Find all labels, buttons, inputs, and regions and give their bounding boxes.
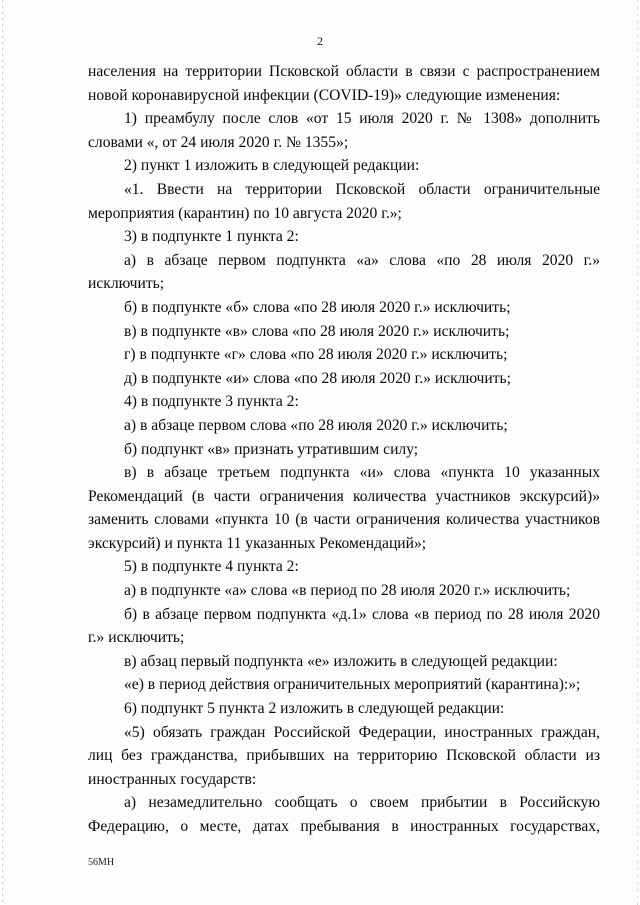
scan-edge-right (637, 0, 638, 905)
paragraph: а) в абзаце первом слова «по 28 июля 2020 г.» исключить; (124, 416, 508, 434)
document-body (88, 60, 600, 839)
paragraph: 5) в подпункте 4 пункта 2: (124, 558, 299, 576)
paragraph: в) в подпункте «в» слова «по 28 июля 2020 г.» исключить; (124, 322, 510, 340)
paragraph: г) в подпункте «г» слова «по 28 июля 2020 г.» исключить; (124, 346, 508, 364)
paragraph: 2) пункт 1 изложить в следующей редакции: (124, 157, 420, 175)
paragraph: 6) подпункт 5 пункта 2 изложить в следующей редакции: (124, 700, 505, 718)
paragraph: «5) обязать граждан Российской Федерации, иностранных граждан, лиц без гражданства, прибывших на территорию Псковской области из иностранных государств: (88, 723, 600, 788)
paragraph: в) абзац первый подпункта «е» изложить в следующей редакции: (124, 652, 558, 670)
paragraph: «1. Ввести на территории Псковской области ограничительные мероприятия (карантин) по 10 августа 2020 г.»; (88, 180, 600, 222)
paragraph: б) в подпункте «б» слова «по 28 июля 2020 г.» исключить; (124, 298, 511, 316)
page-number: 2 (317, 34, 323, 48)
paragraph: 4) в подпункте 3 пункта 2: (124, 393, 299, 411)
footer-document-code: 56МН (88, 857, 115, 868)
paragraph: б) подпункт «в» признать утратившим силу; (124, 440, 419, 458)
scan-edge-left (2, 0, 3, 905)
paragraph: а) незамедлительно сообщать о своем прибытии в Российскую Федерацию, о месте, датах пребывания в иностранных государствах, (88, 794, 600, 835)
paragraph: в) в абзаце третьем подпункта «и» слова «пункта 10 указанных Рекомендаций (в части ограничения количества участников экскурсий)» заменить словами «пункта 10 (в части ограничения количества участников экскурсий) и пункта 11 указанных Рекомендаций»; (88, 464, 600, 552)
paragraph: 3) в подпункте 1 пункта 2: (124, 228, 299, 246)
paragraph: б) в абзаце первом подпункта «д.1» слова «в период по 28 июля 2020 г.» исключить; (88, 605, 600, 647)
paragraph: населения на территории Псковской области в связи с распространением новой коронавирусной инфекции (COVID-19)» следующие изменения: (88, 63, 600, 104)
paragraph: «е) в период действия ограничительных мероприятий (карантина):»; (124, 676, 581, 694)
paragraph: а) в подпункте «а» слова «в период по 28 июля 2020 г.» исключить; (124, 582, 571, 600)
paragraph: д) в подпункте «и» слова «по 28 июля 2020 г.» исключить; (124, 369, 511, 387)
paragraph: а) в абзаце первом подпункта «а» слова «по 28 июля 2020 г.» исключить; (88, 251, 600, 293)
paragraph: 1) преамбулу после слов «от 15 июля 2020 г. № 1308» дополнить словами «, от 24 июля 2020 г. № 1355»; (88, 110, 600, 151)
